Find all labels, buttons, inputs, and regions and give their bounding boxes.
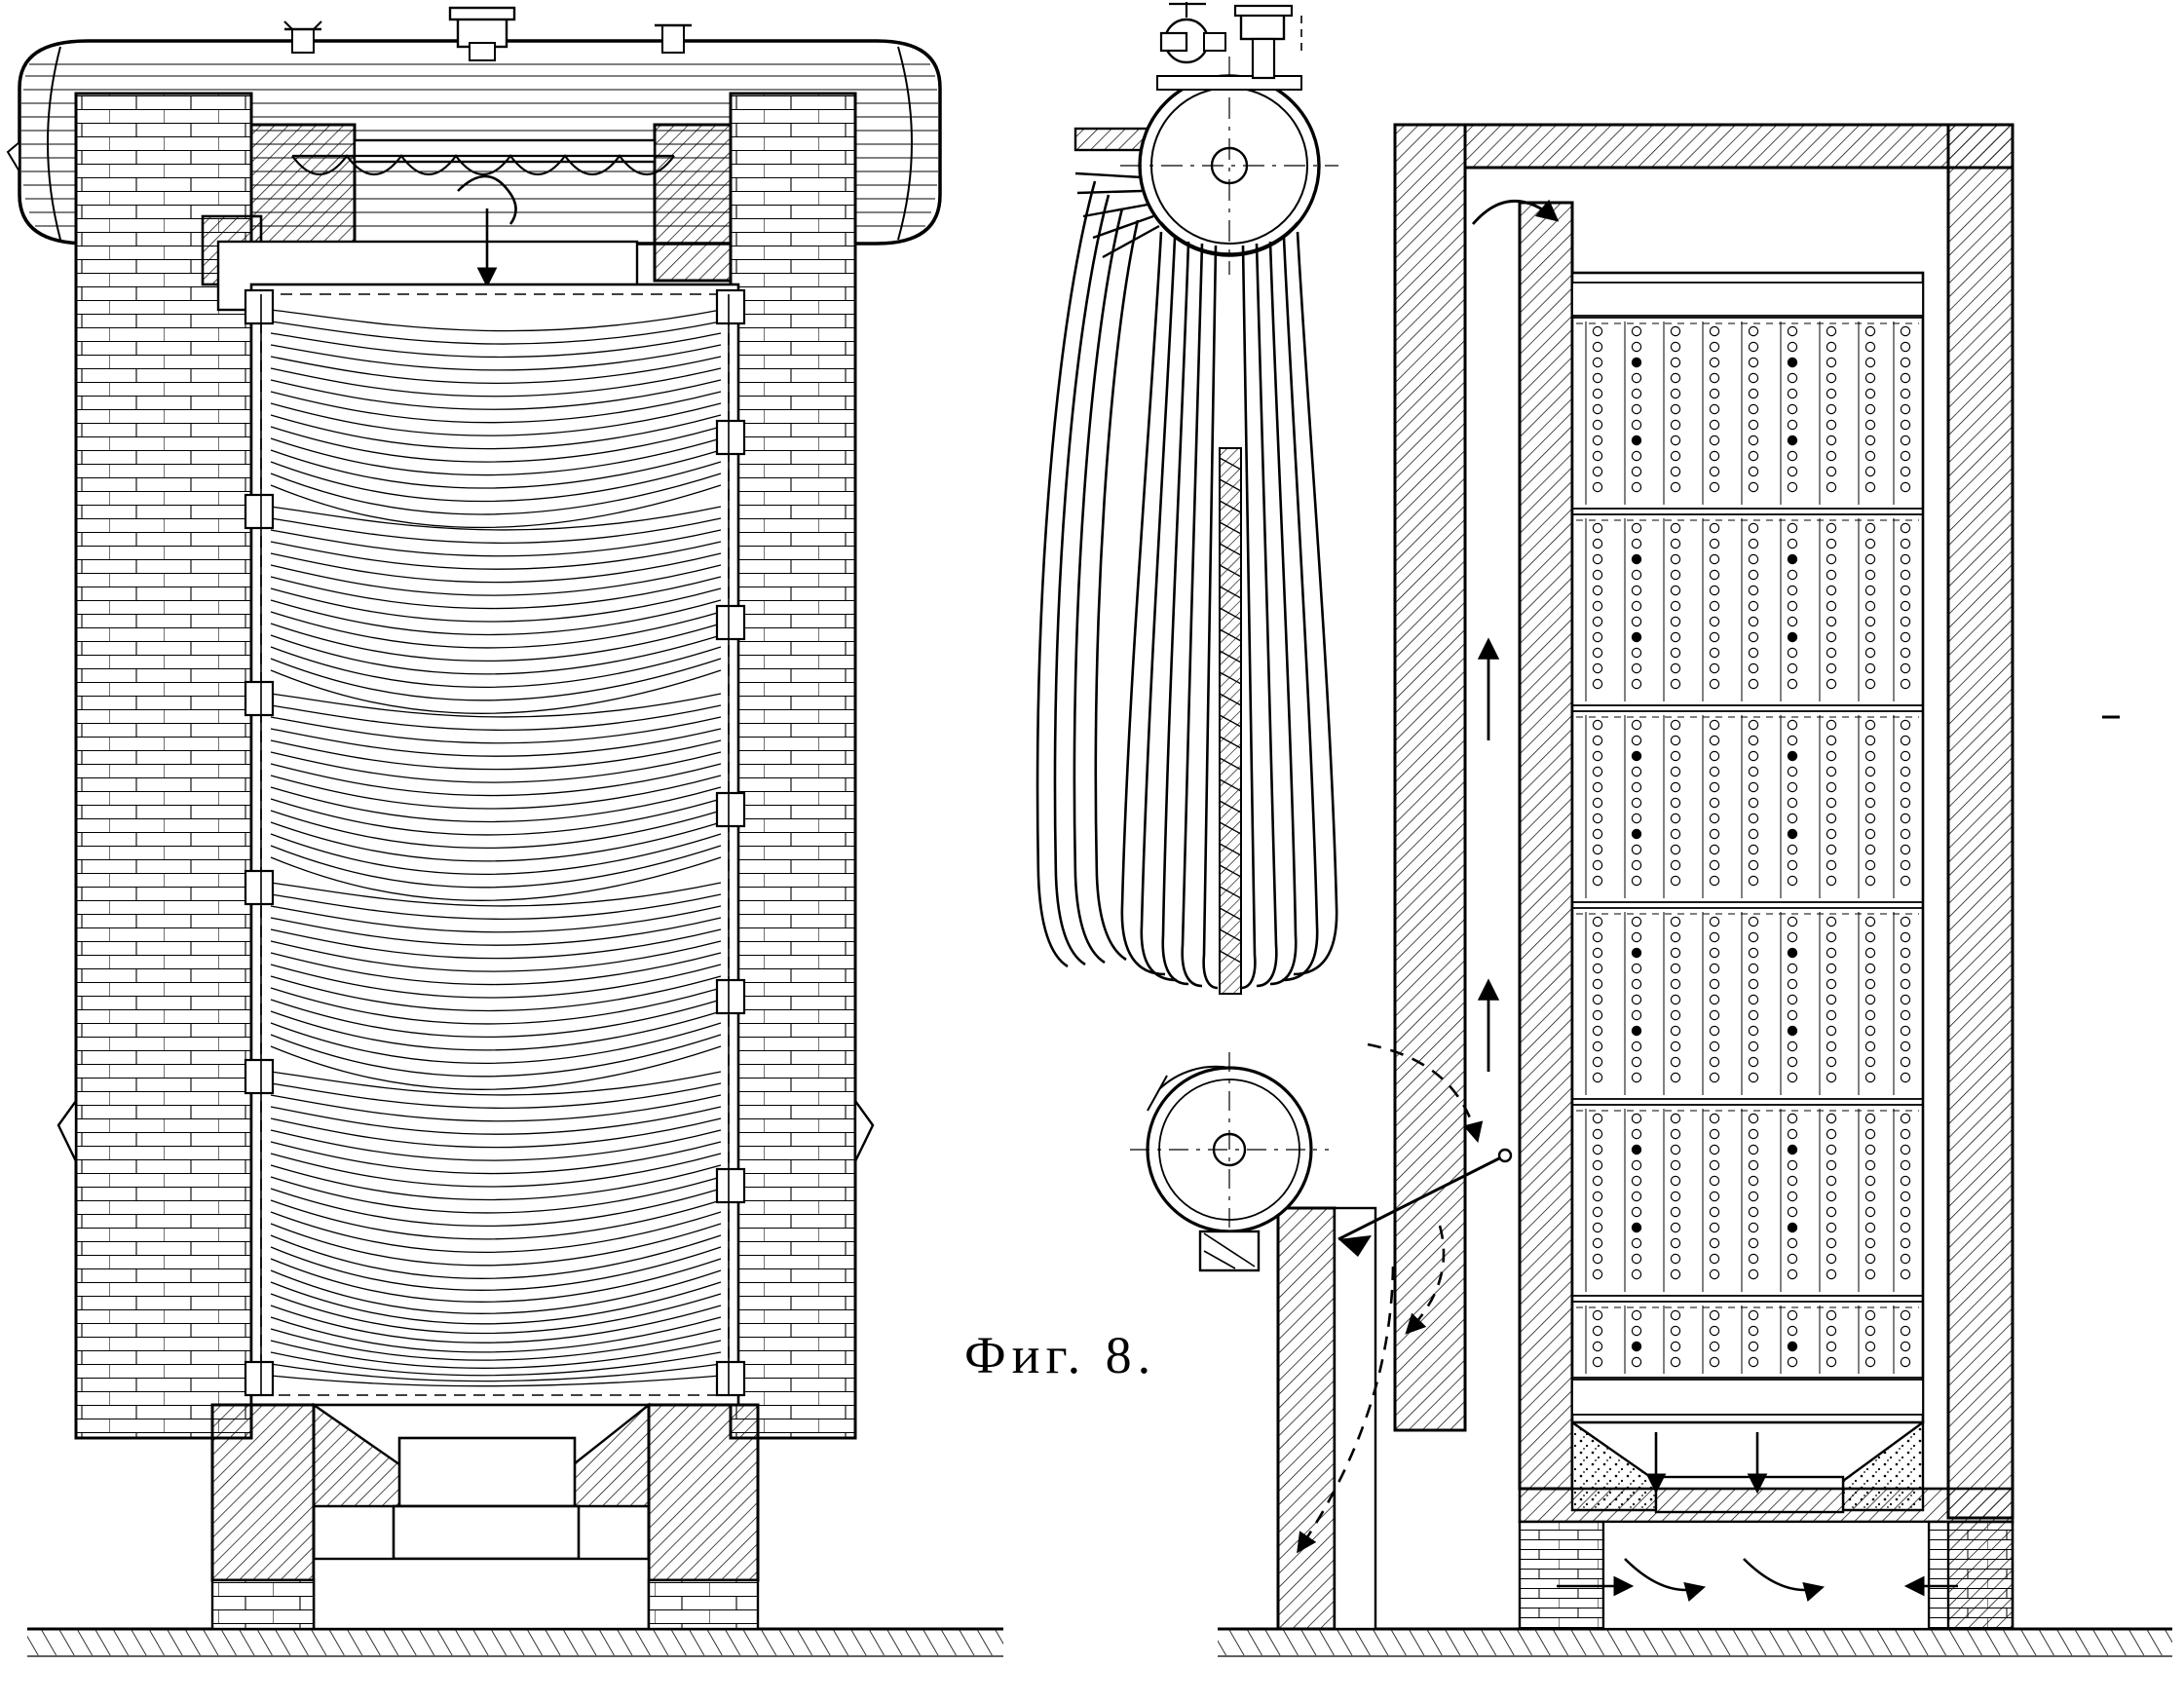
ground-hatching: [1218, 1629, 2172, 1656]
figure-caption: Фиг. 8.: [964, 1326, 1157, 1384]
ground-hatching: [27, 1629, 1003, 1656]
tube-bundle: [245, 284, 744, 1405]
center-downtake: [1220, 448, 1241, 994]
brick-wall-right: [731, 94, 873, 1438]
tube-plate-panels: [1572, 273, 1923, 1422]
